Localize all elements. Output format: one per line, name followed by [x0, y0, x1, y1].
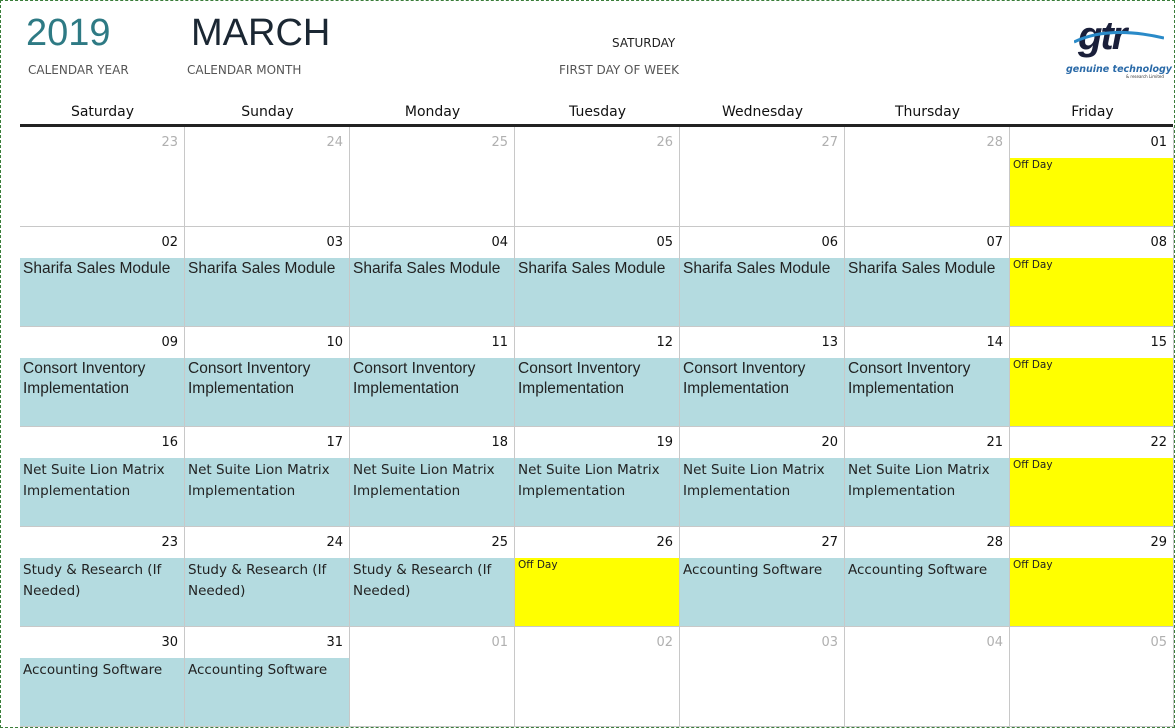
work-event[interactable]: Sharifa Sales Module	[515, 258, 679, 326]
day-cell[interactable]	[845, 527, 1010, 627]
day-number: 25	[491, 535, 508, 550]
day-cell[interactable]	[515, 327, 680, 427]
work-event[interactable]: Sharifa Sales Module	[845, 258, 1009, 326]
day-number: 22	[1150, 435, 1167, 450]
day-number: 04	[986, 635, 1003, 650]
day-number: 31	[326, 635, 343, 650]
work-event[interactable]: Accounting Software	[680, 558, 844, 626]
day-cell[interactable]	[350, 627, 515, 727]
day-cell[interactable]	[845, 427, 1010, 527]
day-cell[interactable]	[20, 227, 185, 327]
work-event[interactable]: Consort Inventory Implementation	[515, 358, 679, 426]
day-cell[interactable]	[845, 327, 1010, 427]
off-day-event[interactable]: Off Day	[1010, 258, 1173, 326]
weekday-wednesday: Wednesday	[721, 104, 804, 120]
day-number: 03	[821, 635, 838, 650]
day-number: 17	[326, 435, 343, 450]
weekday-monday: Monday	[404, 104, 461, 120]
day-cell[interactable]	[20, 127, 185, 227]
day-cell[interactable]	[1010, 427, 1174, 527]
work-event[interactable]: Consort Inventory Implementation	[680, 358, 844, 426]
off-day-event[interactable]: Off Day	[1010, 358, 1173, 426]
work-event[interactable]: Study & Research (If Needed)	[185, 558, 349, 626]
day-number: 26	[656, 135, 673, 150]
calendar-month: MARCH	[191, 12, 331, 54]
day-cell[interactable]	[680, 127, 845, 227]
weekday-sunday: Sunday	[241, 104, 294, 120]
day-number: 03	[326, 235, 343, 250]
first-day-of-week: SATURDAY	[612, 36, 676, 50]
day-number: 23	[161, 135, 178, 150]
work-event[interactable]: Consort Inventory Implementation	[350, 358, 514, 426]
day-number: 30	[161, 635, 178, 650]
day-cell[interactable]	[185, 327, 350, 427]
day-cell[interactable]	[845, 627, 1010, 727]
day-cell[interactable]	[350, 127, 515, 227]
day-number: 28	[986, 135, 1003, 150]
day-cell[interactable]	[185, 227, 350, 327]
day-cell[interactable]	[20, 627, 185, 727]
weekday-thursday: Thursday	[894, 104, 961, 120]
day-cell[interactable]	[350, 527, 515, 627]
work-event[interactable]: Net Suite Lion Matrix Implementation	[20, 458, 184, 526]
work-event[interactable]: Net Suite Lion Matrix Implementation	[680, 458, 844, 526]
day-cell[interactable]	[515, 427, 680, 527]
day-number: 02	[161, 235, 178, 250]
day-cell[interactable]	[20, 327, 185, 427]
work-event[interactable]: Consort Inventory Implementation	[20, 358, 184, 426]
calendar-year: 2019	[26, 12, 111, 54]
work-event[interactable]: Sharifa Sales Module	[350, 258, 514, 326]
day-number: 05	[1150, 635, 1167, 650]
day-number: 07	[986, 235, 1003, 250]
day-number: 01	[1150, 135, 1167, 150]
day-cell[interactable]	[20, 427, 185, 527]
work-event[interactable]: Consort Inventory Implementation	[185, 358, 349, 426]
work-event[interactable]: Accounting Software	[20, 658, 184, 726]
day-number: 16	[161, 435, 178, 450]
day-number: 10	[326, 335, 343, 350]
first-day-of-week-label: FIRST DAY OF WEEK	[559, 63, 680, 77]
day-cell[interactable]	[350, 427, 515, 527]
day-number: 13	[821, 335, 838, 350]
day-cell[interactable]	[680, 227, 845, 327]
day-cell[interactable]	[185, 427, 350, 527]
day-number: 26	[656, 535, 673, 550]
day-number: 28	[986, 535, 1003, 550]
day-number: 01	[491, 635, 508, 650]
work-event[interactable]: Net Suite Lion Matrix Implementation	[845, 458, 1009, 526]
day-number: 24	[326, 135, 343, 150]
work-event[interactable]: Sharifa Sales Module	[185, 258, 349, 326]
day-number: 12	[656, 335, 673, 350]
work-event[interactable]: Study & Research (If Needed)	[350, 558, 514, 626]
day-cell[interactable]	[1010, 227, 1174, 327]
day-number: 21	[986, 435, 1003, 450]
day-cell[interactable]	[1010, 127, 1174, 227]
logo-tagline: genuine technology	[1066, 64, 1172, 75]
work-event[interactable]: Sharifa Sales Module	[20, 258, 184, 326]
logo-swoosh-icon	[1074, 28, 1164, 48]
logo-tagline-sub: & research Limited	[1126, 74, 1164, 79]
weekday-header	[20, 104, 1173, 126]
day-number: 23	[161, 535, 178, 550]
day-number: 04	[491, 235, 508, 250]
off-day-event[interactable]: Off Day	[515, 558, 679, 626]
day-number: 14	[986, 335, 1003, 350]
day-number: 25	[491, 135, 508, 150]
day-cell[interactable]	[680, 327, 845, 427]
off-day-event[interactable]: Off Day	[1010, 158, 1173, 226]
day-number: 27	[821, 535, 838, 550]
day-cell[interactable]	[680, 527, 845, 627]
work-event[interactable]: Accounting Software	[185, 658, 349, 726]
work-event[interactable]: Net Suite Lion Matrix Implementation	[350, 458, 514, 526]
day-number: 29	[1150, 535, 1167, 550]
day-number: 27	[821, 135, 838, 150]
day-cell[interactable]	[1010, 327, 1174, 427]
work-event[interactable]: Net Suite Lion Matrix Implementation	[515, 458, 679, 526]
day-number: 05	[656, 235, 673, 250]
day-cell[interactable]	[185, 127, 350, 227]
work-event[interactable]: Consort Inventory Implementation	[845, 358, 1009, 426]
day-number: 15	[1150, 335, 1167, 350]
day-number: 18	[491, 435, 508, 450]
day-cell[interactable]	[845, 127, 1010, 227]
day-cell[interactable]	[845, 227, 1010, 327]
day-cell[interactable]	[350, 227, 515, 327]
day-cell[interactable]	[1010, 627, 1174, 727]
day-number: 08	[1150, 235, 1167, 250]
day-number: 20	[821, 435, 838, 450]
weekday-friday: Friday	[1071, 104, 1114, 120]
day-cell[interactable]	[515, 527, 680, 627]
calendar-month-label: CALENDAR MONTH	[187, 63, 302, 77]
day-cell[interactable]	[680, 427, 845, 527]
day-cell[interactable]	[515, 627, 680, 727]
day-cell[interactable]	[1010, 527, 1174, 627]
work-event[interactable]: Accounting Software	[845, 558, 1009, 626]
company-logo	[1066, 14, 1170, 80]
day-number: 09	[161, 335, 178, 350]
work-event[interactable]: Sharifa Sales Module	[680, 258, 844, 326]
day-number: 24	[326, 535, 343, 550]
day-cell[interactable]	[515, 227, 680, 327]
off-day-event[interactable]: Off Day	[1010, 558, 1173, 626]
day-cell[interactable]	[185, 527, 350, 627]
day-cell[interactable]	[350, 327, 515, 427]
weekday-saturday: Saturday	[70, 104, 135, 120]
day-cell[interactable]	[185, 627, 350, 727]
day-cell[interactable]	[20, 527, 185, 627]
day-number: 06	[821, 235, 838, 250]
weekday-tuesday: Tuesday	[569, 104, 626, 120]
work-event[interactable]: Study & Research (If Needed)	[20, 558, 184, 626]
day-cell[interactable]	[680, 627, 845, 727]
day-cell[interactable]	[515, 127, 680, 227]
logo-wordmark: gtr	[1078, 14, 1126, 58]
day-number: 11	[491, 335, 508, 350]
off-day-event[interactable]: Off Day	[1010, 458, 1173, 526]
day-number: 19	[656, 435, 673, 450]
day-number: 02	[656, 635, 673, 650]
work-event[interactable]: Net Suite Lion Matrix Implementation	[185, 458, 349, 526]
calendar-year-label: CALENDAR YEAR	[28, 63, 129, 77]
